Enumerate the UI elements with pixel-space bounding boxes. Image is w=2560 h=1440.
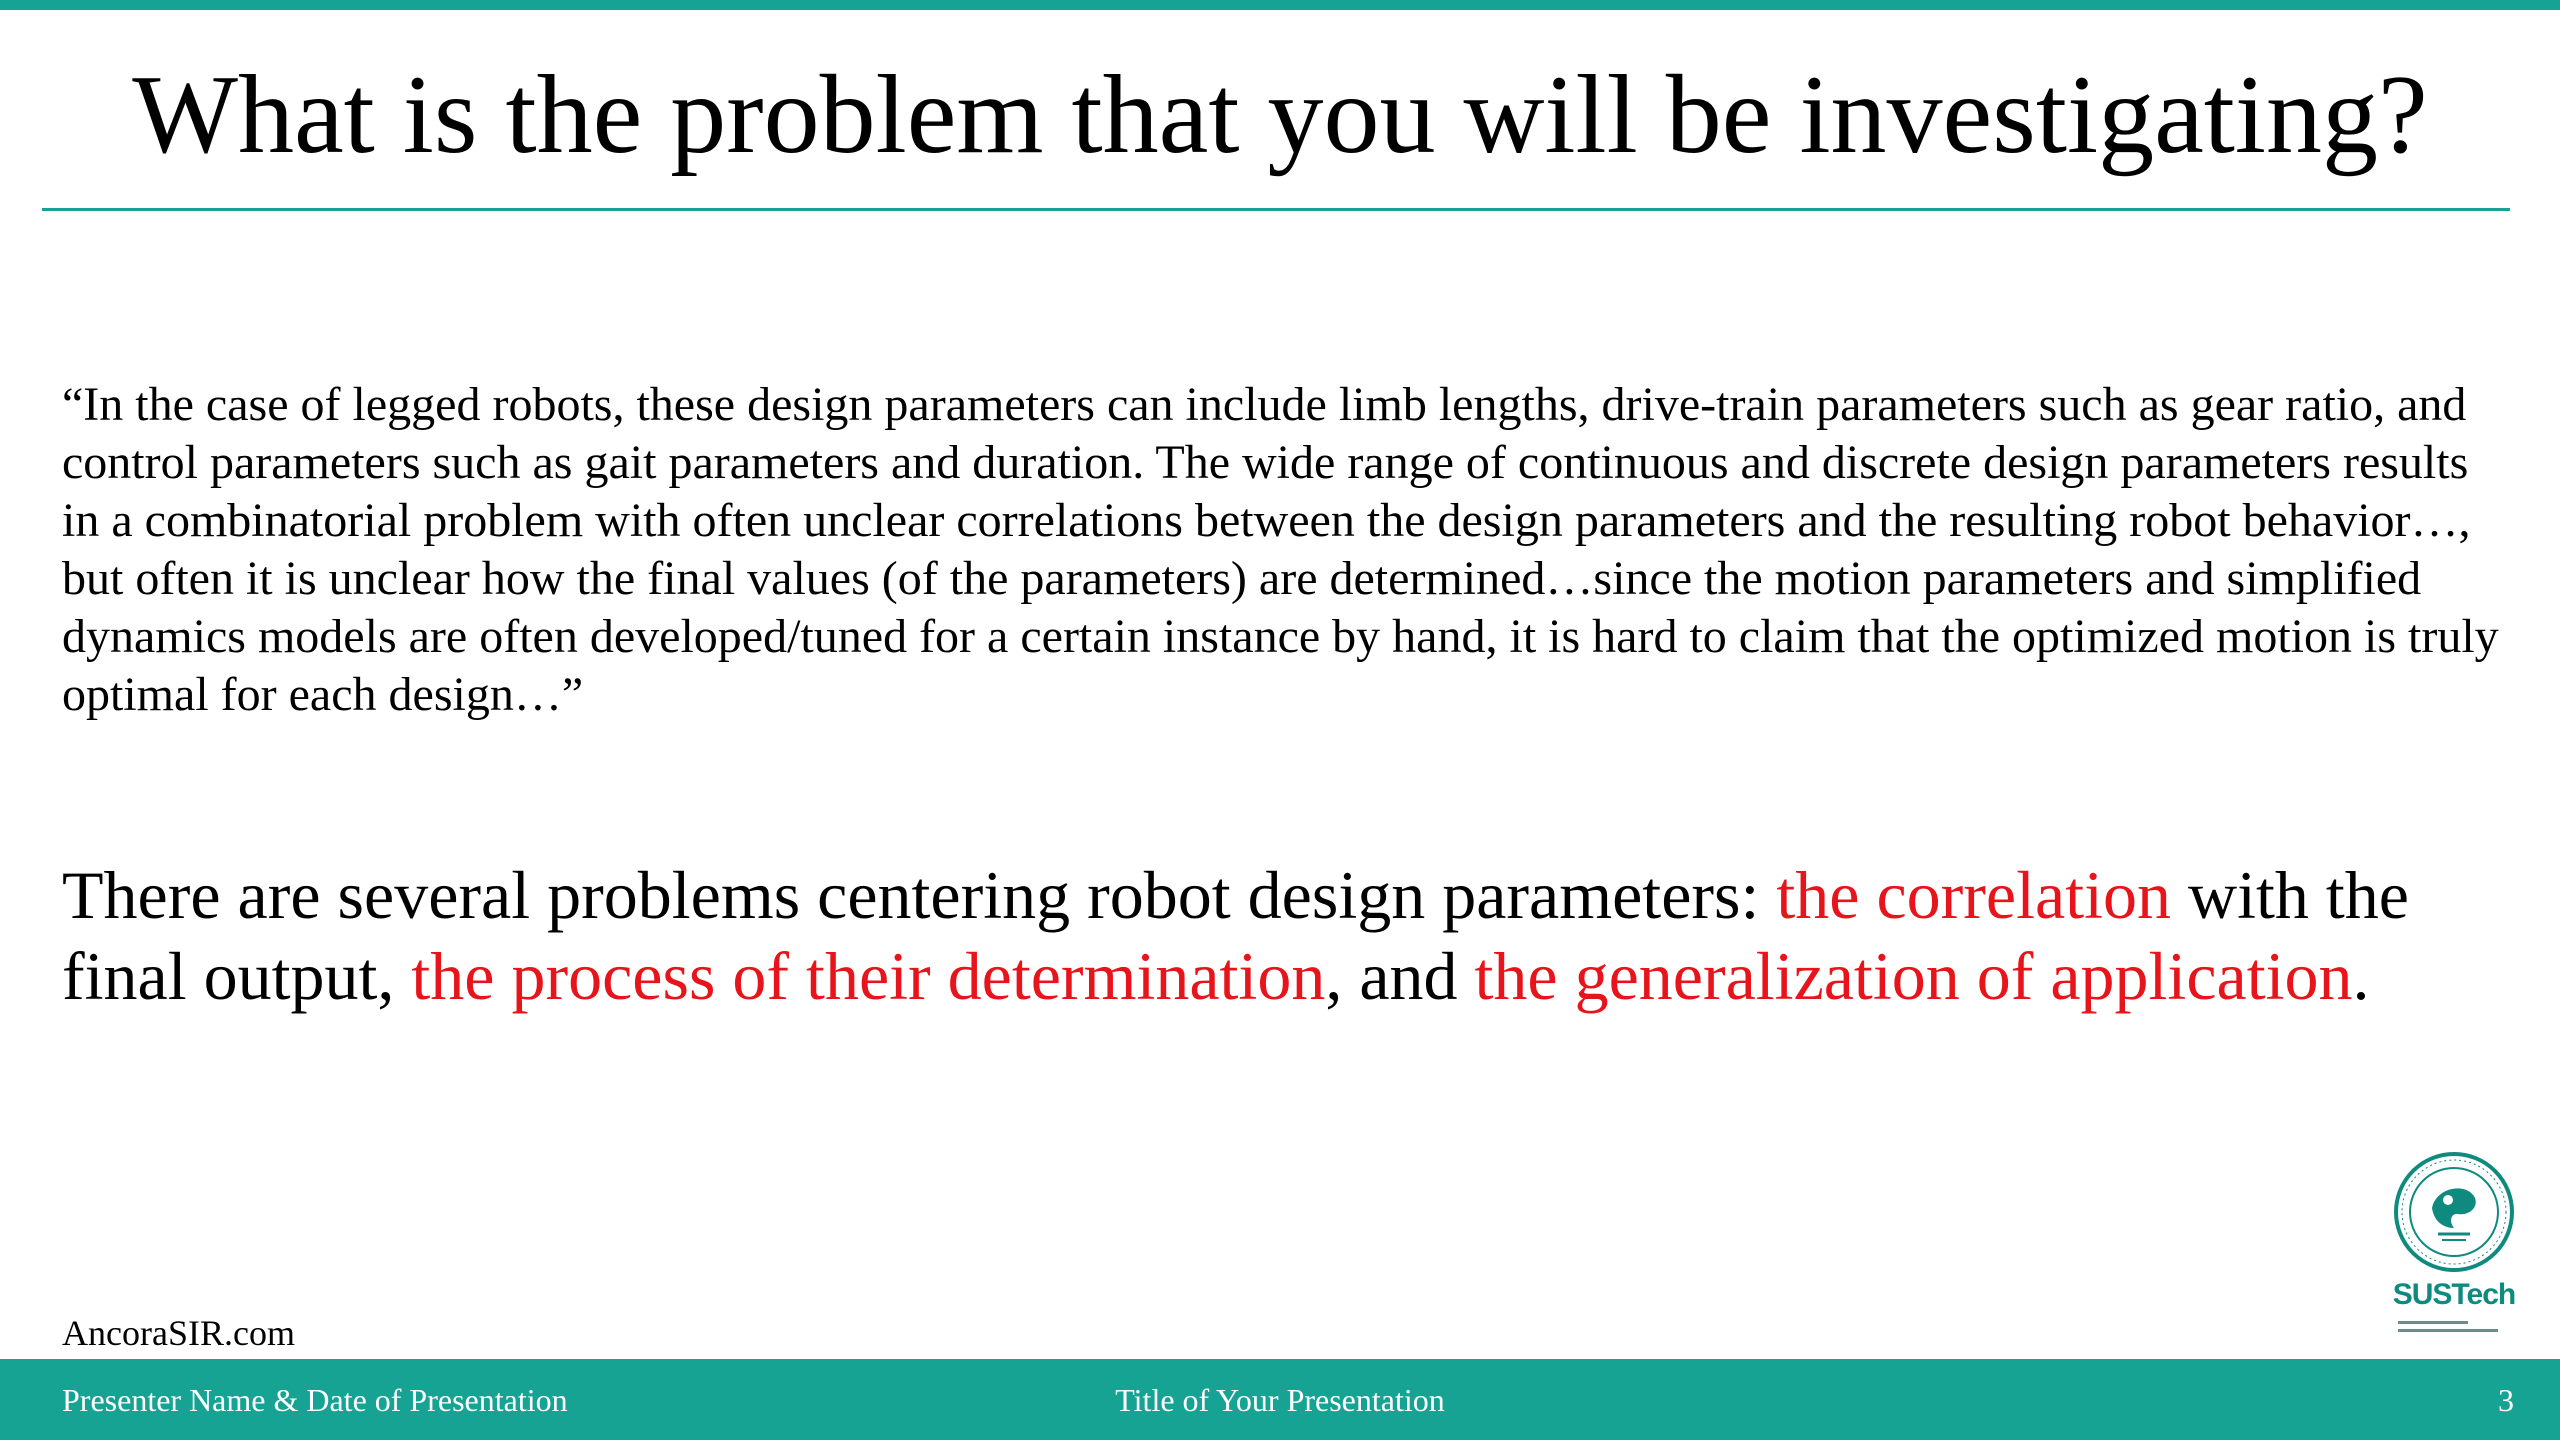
slide-title: What is the problem that you will be investigating? — [132, 53, 2428, 177]
website-label: AncoraSIR.com — [62, 1313, 295, 1353]
university-seal-icon — [2392, 1150, 2516, 1274]
title-divider — [42, 208, 2510, 211]
summary-text-1: There are several problems centering robot design parameters: — [62, 857, 1777, 933]
logo-wordmark: SUSTech — [2392, 1278, 2516, 1311]
logo-subtitle-graphic — [2398, 1318, 2508, 1336]
summary-text-2: with the final output, — [62, 857, 2409, 1014]
summary-text-4: . — [2352, 938, 2370, 1014]
footer-presentation-title: Title of Your Presentation — [1115, 1382, 1445, 1418]
highlight-generalization: the generalization of application — [1474, 938, 2353, 1014]
footer-page-number: 3 — [2498, 1382, 2514, 1418]
quote-paragraph: “In the case of legged robots, these design parameters can include limb lengths, drive-train parameters such as gear ratio, and control parameters such as gait parameters and duration. The wide range of continuous and discrete design parameters results in a combinatorial problem with often unclear correlations between the design parameters and the resulting robot behavior…, but often it is unclear how the final values (of the parameters) are determined…since the motion parameters and simplified dynamics models are often developed/tuned for a certain instance by hand, it is hard to claim that the optimized motion is truly optimal for each design…” — [62, 378, 2499, 721]
summary-paragraph — [62, 855, 2502, 1017]
summary-text-3: , and — [1325, 938, 1475, 1014]
top-accent-bar — [0, 0, 2560, 10]
highlight-determination: the process of their determination — [411, 938, 1326, 1014]
highlight-correlation: the correlation — [1776, 857, 2171, 933]
footer-bar — [0, 1359, 2560, 1440]
sustech-logo — [2384, 1150, 2524, 1350]
footer-presenter: Presenter Name & Date of Presentation — [62, 1382, 568, 1418]
